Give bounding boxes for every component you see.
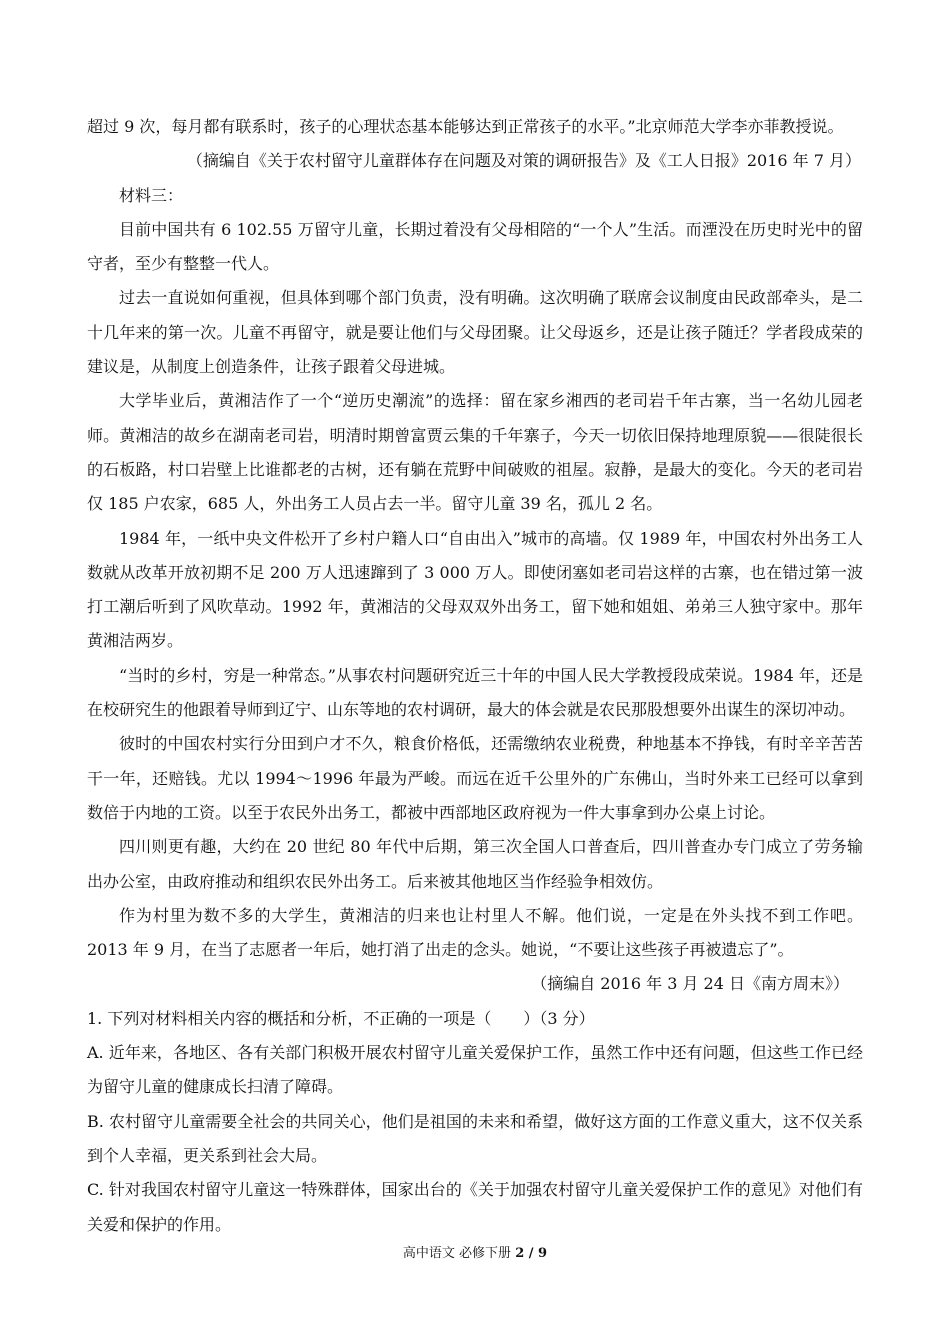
paragraph: “当时的乡村，穷是一种常态。”从事农村问题研究近三十年的中国人民大学教授段成荣说。1984 年，还是在校研究生的他跟着导师到辽宁、山东等地的农村调研，最大的体会就是农民那股想要外出谋生的深切冲动。	[87, 665, 863, 720]
paragraph: 四川则更有趣，大约在 20 世纪 80 年代中后期，第三次全国人口普查后，四川普查办专门成立了劳务输出办公室，由政府推动和组织农民外出务工。后来被其他地区当作经验争相效仿。	[87, 837, 863, 891]
source-citation: （摘编自《关于农村留守儿童群体存在问题及对策的调研报告》及《工人日报》2016 年 7 月）	[186, 151, 861, 171]
page-footer	[0, 1245, 950, 1263]
paragraph: 彼时的中国农村实行分田到户才不久，粮食价格低，还需缴纳农业税费，种地基本不挣钱，有时辛辛苦苦干一年，还赔钱。尤以 1994～1996 年最为严峻。而远在近千公里外的广东佛山，当时外来工已经可以拿到数倍于内地的工资。以至于农民外出务工，都被中西部地区政府视为一件大事拿到办公桌上讨论。	[87, 734, 863, 822]
paragraph: 大学毕业后，黄湘洁作了一个“逆历史潮流”的选择：留在家乡湘西的老司岩千年古寨，当一名幼儿园老师。黄湘洁的故乡在湖南老司岩，明清时期曾富贾云集的千年寨子，今天一切依旧保持地理原貌——很陡很长的石板路，村口岩壁上比谁都老的古树，还有躺在荒野中间破败的祖屋。寂静，是最大的变化。今天的老司岩仅 185 户农家，685 人，外出务工人员占去一半。留守儿童 39 名，孤儿 2 名。	[87, 391, 863, 514]
option-c: C. 针对我国农村留守儿童这一特殊群体，国家出台的《关于加强农村留守儿童关爱保护工作的意见》对他们有关爱和保护的作用。	[87, 1180, 863, 1234]
page-body	[87, 110, 863, 1242]
paragraph: 超过 9 次，每月都有联系时，孩子的心理状态基本能够达到正常孩子的水平。”北京师范大学李亦菲教授说。	[87, 117, 844, 136]
paragraph: 作为村里为数不多的大学生，黄湘洁的归来也让村里人不解。他们说，一定是在外头找不到工作吧。2013 年 9 月，在当了志愿者一年后，她打消了出走的念头。她说，“不要让这些孩子再被遗忘了”。	[87, 905, 863, 960]
footer-label: 高中语文 必修下册	[402, 1246, 516, 1261]
section-heading: 材料三：	[119, 185, 184, 205]
option-a: A. 近年来，各地区、各有关部门积极开展农村留守儿童关爱保护工作，虽然工作中还有问题，但这些工作已经为留守儿童的健康成长扫清了障碍。	[87, 1043, 863, 1097]
option-b: B. 农村留守儿童需要全社会的共同关心，他们是祖国的未来和希望，做好这方面的工作意义重大，这不仅关系到个人幸福，更关系到社会大局。	[87, 1111, 863, 1165]
paragraph: 目前中国共有 6 102.55 万留守儿童，长期过着没有父母相陪的“一个人”生活。而湮没在历史时光中的留守者，至少有整整一代人。	[87, 219, 863, 274]
page-number: 2 / 9	[515, 1246, 548, 1261]
paragraph: 过去一直说如何重视，但具体到哪个部门负责，没有明确。这次明确了联席会议制度由民政部牵头，是二十几年来的第一次。儿童不再留守，就是要让他们与父母团聚。让父母返乡，还是让孩子随迁？学者段成荣的建议是，从制度上创造条件，让孩子跟着父母进城。	[87, 288, 863, 377]
question-stem: 1. 下列对材料相关内容的概括和分析，不正确的一项是（ ）（3 分）	[87, 1008, 595, 1028]
paragraph: 1984 年，一纸中央文件松开了乡村户籍人口“自由出入”城市的高墙。仅 1989 年，中国农村外出务工人数就从改革开放初期不足 200 万人迅速蹿到了 3 000 万人。即使闭塞如老司岩这样的古寨，也在错过第一波打工潮后听到了风吹草动。1992 年，黄湘洁的父母双双外出务工，留下她和姐姐、弟弟三人独守家中。那年黄湘洁两岁。	[87, 528, 863, 651]
source-citation: （摘编自 2016 年 3 月 24 日《南方周末》）	[531, 974, 849, 994]
